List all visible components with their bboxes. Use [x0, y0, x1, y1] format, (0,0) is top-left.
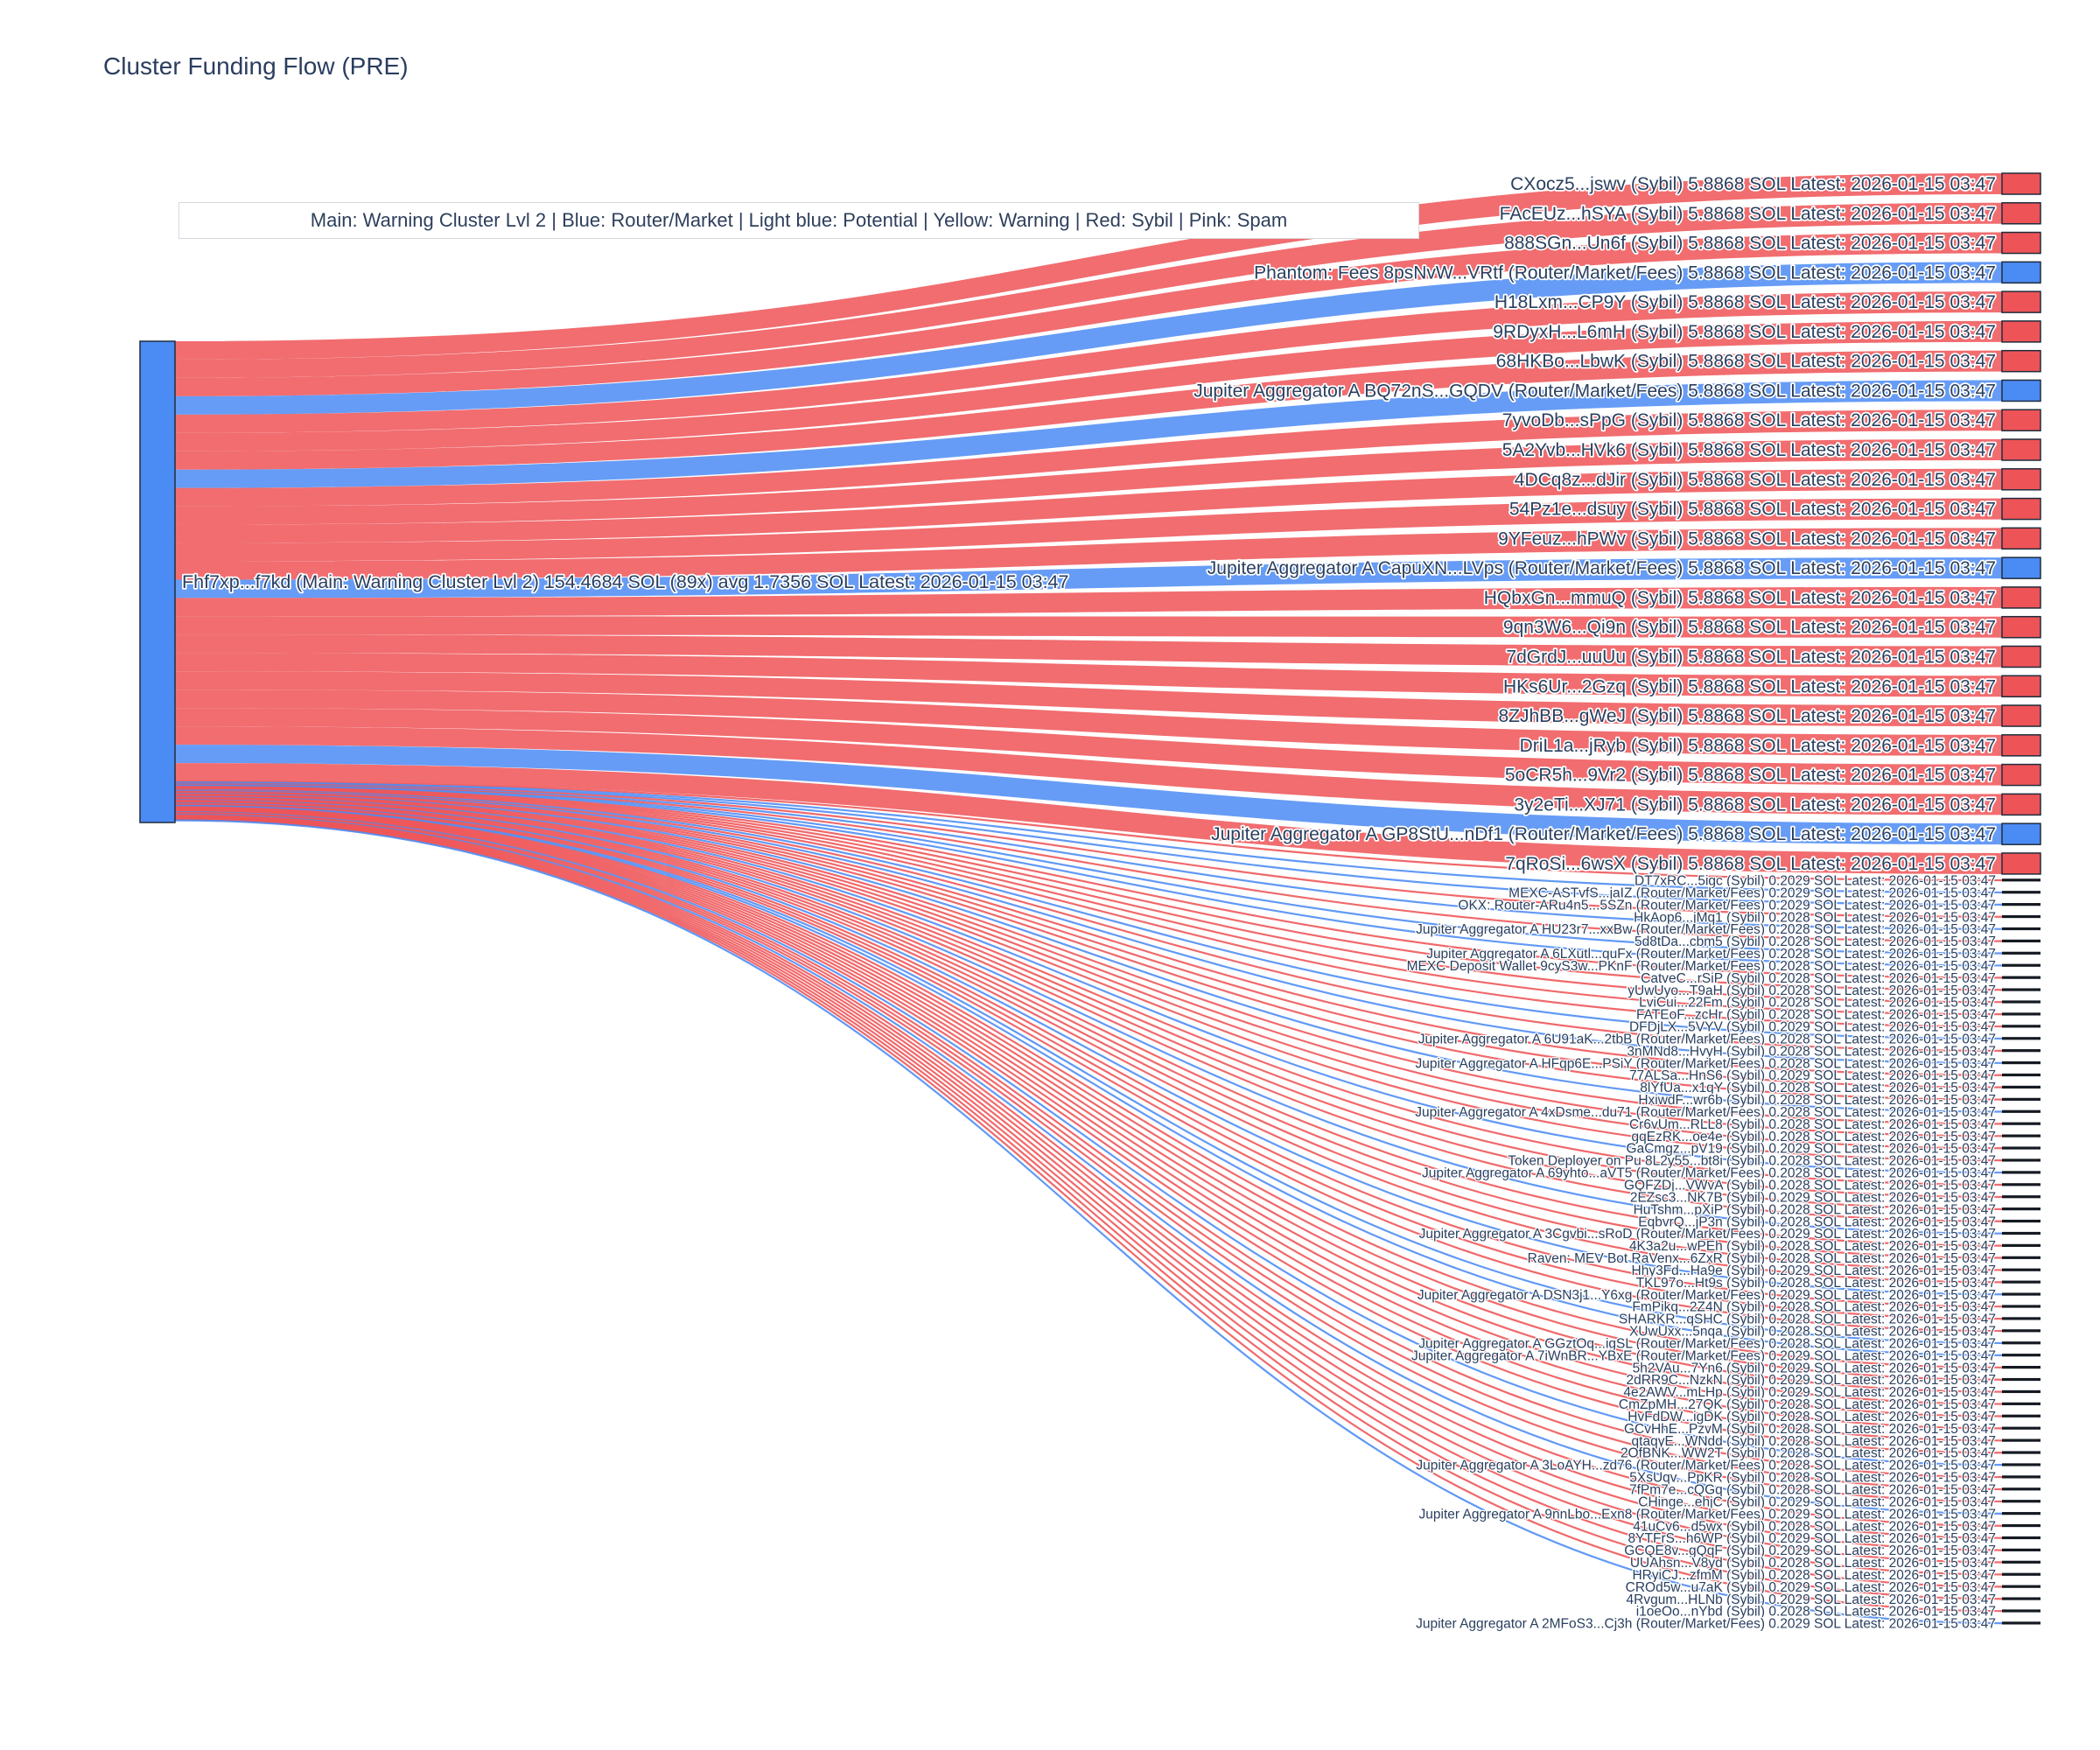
sankey-node[interactable]	[2002, 291, 2040, 312]
node-label: 77ALSa...HnS6 (Sybil) 0.2029 SOL Latest: 2026-01-15 03:47	[1628, 1068, 1996, 1084]
node-label: 8lYfUa...x1qY (Sybil) 0.2028 SOL Latest: 2026-01-15 03:47	[1640, 1081, 1996, 1096]
node-label: 68HKBo...LbwK (Sybil) 5.8868 SOL Latest: 2026-01-15 03:47	[1495, 351, 1996, 372]
node-label: Raven: MEV Bot RaVenx...6ZxR (Sybil) 0.2028 SOL Latest: 2026-01-15 03:47	[1527, 1251, 1996, 1267]
node-label: 7dGrdJ...uuUu (Sybil) 5.8868 SOL Latest: 2026-01-15 03:47	[1506, 647, 1996, 668]
sankey-node[interactable]	[2002, 1074, 2040, 1076]
node-label: HxiwdF...wr6b (Sybil) 0.2028 SOL Latest: 2026-01-15 03:47	[1638, 1093, 1996, 1109]
node-label: DriL1a...jRyb (Sybil) 5.8868 SOL Latest: 2026-01-15 03:47	[1519, 735, 1996, 756]
node-label: FAcEUz...hSYA (Sybil) 5.8868 SOL Latest: 2026-01-15 03:47	[1499, 203, 1996, 224]
sankey-node[interactable]	[2002, 1146, 2040, 1149]
node-label: DT7xRC...5igc (Sybil) 0.2029 SOL Latest: 2026-01-15 03:47	[1634, 873, 1996, 889]
node-label: Jupiter Aggregator A 3LoAYH...zd76 (Router/Market/Fees) 0.2028 SOL Latest: 2026-01-15 03:47	[1416, 1458, 1996, 1474]
sankey-node[interactable]	[2002, 617, 2040, 638]
node-label: yUwUyo...T9aH (Sybil) 0.2028 SOL Latest: 2026-01-15 03:47	[1628, 983, 1996, 998]
node-label: 7yvoDb...sPpG (Sybil) 5.8868 SOL Latest: 2026-01-15 03:47	[1502, 410, 1996, 431]
node-label: 9RDyxH...L6mH (Sybil) 5.8868 SOL Latest: 2026-01-15 03:47	[1493, 321, 1996, 342]
sankey-node[interactable]	[2002, 262, 2040, 283]
sankey-node[interactable]	[2002, 1000, 2040, 1003]
sankey-node[interactable]	[2002, 794, 2040, 815]
sankey-node[interactable]	[2002, 1597, 2040, 1600]
node-label: UUAhsn...V8yd (Sybil) 0.2028 SOL Latest: 2026-01-15 03:47	[1629, 1556, 1996, 1572]
sankey-node[interactable]	[2002, 705, 2040, 726]
node-label: GQFZDj...VWvA (Sybil) 0.2028 SOL Latest: 2026-01-15 03:47	[1623, 1178, 1996, 1194]
source-node-label: Fhf7xp...f7kd (Main: Warning Cluster Lvl 2) 154.4684 SOL (89x) avg 1.7356 SOL Latest: 2026-01-15 03:47	[182, 571, 1069, 592]
sankey-node[interactable]	[2002, 1220, 2040, 1222]
sankey-node[interactable]	[2002, 1061, 2040, 1064]
node-label: MEXC Deposit Wallet 9cyS3w...PKnF (Router/Market/Fees) 0.2028 SOL Latest: 2026-01-15 03:47	[1406, 958, 1996, 974]
sankey-node[interactable]	[2002, 1086, 2040, 1088]
sankey-node[interactable]	[2002, 1269, 2040, 1271]
sankey-node[interactable]	[2002, 439, 2040, 460]
node-label: i1oeOo...nYbd (Sybil) 0.2028 SOL Latest: 2026-01-15 03:47	[1635, 1604, 1996, 1620]
node-label: LviCui...22Fm (Sybil) 0.2028 SOL Latest: 2026-01-15 03:47	[1639, 995, 1996, 1011]
sankey-node[interactable]	[2002, 1500, 2040, 1502]
node-label: EqbvrQ...jP3n (Sybil) 0.2028 SOL Latest: 2026-01-15 03:47	[1638, 1214, 1996, 1230]
sankey-node[interactable]	[2002, 1098, 2040, 1101]
node-label: Jupiter Aggregator A 4xDsme...du71 (Router/Market/Fees) 0.2028 SOL Latest: 2026-01-15 03:47	[1415, 1104, 1996, 1120]
sankey-node[interactable]	[2002, 1354, 2040, 1356]
node-label: 54Pz1e...dsuy (Sybil) 5.8868 SOL Latest: 2026-01-15 03:47	[1508, 499, 1996, 520]
sankey-node[interactable]	[2002, 1171, 2040, 1173]
sankey-node[interactable]	[2002, 469, 2040, 490]
node-label: 4DCq8z...dJir (Sybil) 5.8868 SOL Latest: 2026-01-15 03:47	[1514, 469, 1996, 490]
sankey-node[interactable]	[2002, 1244, 2040, 1247]
node-label: GCvHhE...PzvM (Sybil) 0.2028 SOL Latest: 2026-01-15 03:47	[1623, 1421, 1996, 1437]
sankey-node[interactable]	[2002, 351, 2040, 372]
node-label: 4e2AWV...mLHp (Sybil) 0.2029 SOL Latest: 2026-01-15 03:47	[1623, 1385, 1996, 1401]
node-label: CHinge...ehjC (Sybil) 0.2029 SOL Latest: 2026-01-15 03:47	[1638, 1494, 1996, 1510]
node-label: CXocz5...jswv (Sybil) 5.8868 SOL Latest: 2026-01-15 03:47	[1510, 174, 1996, 194]
sankey-node[interactable]	[2002, 1256, 2040, 1259]
sankey-node[interactable]	[2002, 735, 2040, 756]
node-label: Token Deployer on Pu 8L2y55...bt8i (Sybil) 0.2028 SOL Latest: 2026-01-15 03:47	[1508, 1153, 1996, 1169]
node-label: Jupiter Aggregator A 6LXutl...quFx (Router/Market/Fees) 0.2028 SOL Latest: 2026-01-15 03:47	[1426, 947, 1996, 962]
sankey-node[interactable]	[2002, 1403, 2040, 1405]
node-label: HkAop6...jMq1 (Sybil) 0.2028 SOL Latest: 2026-01-15 03:47	[1634, 910, 1996, 926]
node-label: CatveC...rSiP (Sybil) 0.2028 SOL Latest: 2026-01-15 03:47	[1641, 970, 1996, 986]
legend-text: Main: Warning Cluster Lvl 2 | Blue: Router/Market | Light blue: Potential | Yellow: Warning | Red: Sybil | Pink: Spam	[310, 209, 1288, 231]
node-label: Jupiter Aggregator A 7iWnBR...YBxE (Router/Market/Fees) 0.2029 SOL Latest: 2026-01-15 03:47	[1410, 1348, 1996, 1364]
sankey-node[interactable]	[2002, 557, 2040, 578]
sankey-node[interactable]	[2002, 1609, 2040, 1612]
node-label: 888SGn...Un6f (Sybil) 5.8868 SOL Latest: 2026-01-15 03:47	[1504, 233, 1996, 254]
node-label: FATEoF...zcHr (Sybil) 0.2028 SOL Latest: 2026-01-15 03:47	[1636, 1007, 1996, 1023]
sankey-node[interactable]	[2002, 1232, 2040, 1235]
sankey-node[interactable]	[2002, 1123, 2040, 1125]
sankey-node[interactable]	[2002, 976, 2040, 979]
sankey-node[interactable]	[2002, 1135, 2040, 1138]
sankey-node[interactable]	[2002, 1158, 2040, 1161]
node-label: H18Lxm...CP9Y (Sybil) 5.8868 SOL Latest: 2026-01-15 03:47	[1494, 292, 1996, 313]
sankey-node[interactable]	[2002, 1524, 2040, 1527]
node-label: TKL97o...Ht9s (Sybil) 0.2028 SOL Latest: 2026-01-15 03:47	[1635, 1275, 1996, 1291]
node-label: Jupiter Aggregator A BQ72nS...GQDV (Router/Market/Fees) 5.8868 SOL Latest: 2026-01-15 03:47	[1194, 381, 1996, 402]
sankey-node[interactable]	[2002, 1427, 2040, 1430]
node-label: CmZpMH...27QK (Sybil) 0.2028 SOL Latest: 2026-01-15 03:47	[1618, 1397, 1996, 1413]
sankey-node[interactable]	[2002, 1012, 2040, 1015]
sankey-node[interactable]	[2002, 1378, 2040, 1381]
node-label: MEXC-ASTvfS...jaIZ (Router/Market/Fees) 0.2029 SOL Latest: 2026-01-15 03:47	[1508, 886, 1996, 901]
node-label: 2EZsc3...NK7B (Sybil) 0.2029 SOL Latest: 2026-01-15 03:47	[1629, 1190, 1996, 1206]
sankey-node[interactable]	[2002, 1281, 2040, 1284]
node-label: CROd5w...u7aK (Sybil) 0.2029 SOL Latest: 2026-01-15 03:47	[1625, 1579, 1996, 1595]
node-label: 4K3a2u...wPEh (Sybil) 0.2028 SOL Latest: 2026-01-15 03:47	[1628, 1239, 1996, 1255]
sankey-node[interactable]	[2002, 1390, 2040, 1393]
sankey-node[interactable]	[2002, 1195, 2040, 1198]
node-label: Jupiter Aggregator A HU23r7...xxBw (Router/Market/Fees) 0.2028 SOL Latest: 2026-01-15 03:47	[1416, 922, 1996, 938]
sankey-node[interactable]	[2002, 1512, 2040, 1515]
legend-annotation	[178, 202, 1419, 239]
sankey-node[interactable]	[2002, 1475, 2040, 1478]
sankey-node[interactable]	[2002, 1025, 2040, 1027]
sankey-node[interactable]	[2002, 1341, 2040, 1344]
node-label: 5A2Yvb...HVk6 (Sybil) 5.8868 SOL Latest: 2026-01-15 03:47	[1502, 440, 1996, 461]
sankey-node[interactable]	[2002, 903, 2040, 906]
sankey-node[interactable]	[2002, 1208, 2040, 1210]
sankey-node[interactable]	[2002, 1415, 2040, 1418]
sankey-node[interactable]	[2002, 203, 2040, 224]
sankey-node[interactable]	[2002, 1110, 2040, 1113]
sankey-node[interactable]	[2002, 891, 2040, 893]
node-label: 8YTFrS...h6WP (Sybil) 0.2029 SOL Latest: 2026-01-15 03:47	[1628, 1531, 1996, 1547]
node-label: HvFdDW...igDK (Sybil) 0.2028 SOL Latest: 2026-01-15 03:47	[1628, 1409, 1996, 1424]
sankey-node[interactable]	[2002, 915, 2040, 918]
sankey-node[interactable]	[2002, 646, 2040, 667]
node-label: Jupiter Aggregator A 2MFoS3...Cj3h (Router/Market/Fees) 0.2029 SOL Latest: 2026-01-15 03:47	[1416, 1616, 1996, 1632]
node-label: OKX: Router-ARu4n5...5SZn (Router/Market/Fees) 0.2029 SOL Latest: 2026-01-15 03:47	[1458, 898, 1996, 914]
node-label: 2dRR9C...NzkN (Sybil) 0.2029 SOL Latest: 2026-01-15 03:47	[1626, 1373, 1996, 1389]
sankey-node[interactable]	[2002, 988, 2040, 990]
sankey-node[interactable]	[2002, 1439, 2040, 1442]
sankey-node[interactable]	[2002, 1305, 2040, 1307]
node-label: HKs6Ur...2Gzq (Sybil) 5.8868 SOL Latest: 2026-01-15 03:47	[1502, 676, 1996, 697]
sankey-node[interactable]	[2002, 173, 2040, 194]
node-label: Jupiter Aggregator A DSN3j1...Y6xg (Router/Market/Fees) 0.2029 SOL Latest: 2026-01-15 03:47	[1417, 1287, 1996, 1303]
node-label: Jupiter Aggregator A 69yhto...aVT5 (Router/Market/Fees) 0.2028 SOL Latest: 2026-01-15 03:47	[1422, 1166, 1996, 1181]
sankey-node[interactable]	[2002, 1037, 2040, 1040]
sankey-node[interactable]	[2002, 765, 2040, 786]
node-label: 4Rvgum...HLNb (Sybil) 0.2029 SOL Latest: 2026-01-15 03:47	[1626, 1592, 1996, 1607]
node-label: Jupiter Aggregator A 3Cgvbi...sRoD (Router/Market/Fees) 0.2029 SOL Latest: 2026-01-15 03:47	[1418, 1227, 1996, 1242]
node-label: 5h2VAu...7Yn6 (Sybil) 0.2029 SOL Latest: 2026-01-15 03:47	[1632, 1361, 1996, 1376]
node-label: Cr6vUm...RLL8 (Sybil) 0.2028 SOL Latest: 2026-01-15 03:47	[1628, 1116, 1996, 1132]
node-label: qtaqyE...WNdd (Sybil) 0.2028 SOL Latest: 2026-01-15 03:47	[1631, 1433, 1996, 1449]
sankey-node[interactable]	[2002, 952, 2040, 955]
node-label: XUwUxx...5nqa (Sybil) 0.2028 SOL Latest: 2026-01-15 03:47	[1628, 1324, 1996, 1340]
node-label: 41uCv6...d5wx (Sybil) 0.2028 SOL Latest: 2026-01-15 03:47	[1633, 1519, 1996, 1535]
node-label: Phantom: Fees 8psNvW...VRtf (Router/Market/Fees) 5.8868 SOL Latest: 2026-01-15 03:47	[1254, 262, 1996, 284]
node-label: 8ZJhBB...gWeJ (Sybil) 5.8868 SOL Latest: 2026-01-15 03:47	[1498, 706, 1996, 727]
sankey-node[interactable]	[2002, 964, 2040, 967]
sankey-node[interactable]	[2002, 380, 2040, 401]
node-label: HQbxGn...mmuQ (Sybil) 5.8868 SOL Latest: 2026-01-15 03:47	[1483, 587, 1996, 608]
node-label: GaCmgz...pV19 (Sybil) 0.2029 SOL Latest: 2026-01-15 03:47	[1626, 1141, 1996, 1157]
node-label: FmPikq...2Z4N (Sybil) 0.2028 SOL Latest: 2026-01-15 03:47	[1632, 1299, 1996, 1315]
sankey-node[interactable]	[2002, 1561, 2040, 1564]
node-label: Jupiter Aggregator A 6U91aK...2tbB (Router/Market/Fees) 0.2028 SOL Latest: 2026-01-15 03:47	[1418, 1032, 1996, 1047]
sankey-node[interactable]	[2002, 1463, 2040, 1466]
node-label: 5oCR5h...9Vr2 (Sybil) 5.8868 SOL Latest: 2026-01-15 03:47	[1504, 765, 1996, 786]
node-label: Jupiter Aggregator A HFqp6E...PSiY (Router/Market/Fees) 0.2028 SOL Latest: 2026-01-15 03:47	[1415, 1056, 1996, 1072]
node-label: Jupiter Aggregator A GGztOq...igSL (Router/Market/Fees) 0.2028 SOL Latest: 2026-01-15 03:47	[1418, 1336, 1996, 1352]
node-label: 5d8tDa...cbm5 (Sybil) 0.2028 SOL Latest: 2026-01-15 03:47	[1634, 934, 1996, 950]
sankey-node[interactable]	[2002, 233, 2040, 254]
sankey-node[interactable]	[2002, 1329, 2040, 1332]
sankey-node[interactable]	[2002, 1317, 2040, 1320]
node-label: Jupiter Aggregator A 9nnLbo...Exn8 (Router/Market/Fees) 0.2029 SOL Latest: 2026-01-15 03:47	[1418, 1507, 1996, 1522]
sankey-node[interactable]	[2002, 853, 2040, 874]
node-label: 7qRoSi...6wsX (Sybil) 5.8868 SOL Latest: 2026-01-15 03:47	[1505, 853, 1996, 874]
sankey-node[interactable]	[2002, 410, 2040, 430]
node-label: 3y2eTi...XJ71 (Sybil) 5.8868 SOL Latest: 2026-01-15 03:47	[1514, 794, 1996, 816]
sankey-node[interactable]	[2002, 676, 2040, 696]
sankey-node[interactable]	[2002, 1366, 2040, 1368]
node-label: 5XsUqv...PpKR (Sybil) 0.2028 SOL Latest: 2026-01-15 03:47	[1629, 1470, 1996, 1486]
sankey-node-source[interactable]	[140, 341, 175, 822]
sankey-node[interactable]	[2002, 1292, 2040, 1295]
node-label: 9qn3W6...Qi9n (Sybil) 5.8868 SOL Latest: 2026-01-15 03:47	[1502, 617, 1996, 638]
node-label: GCQE8v...gQqF (Sybil) 0.2029 SOL Latest: 2026-01-15 03:47	[1624, 1544, 1996, 1559]
node-label: HRyiCJ...zfmM (Sybil) 0.2028 SOL Latest: 2026-01-15 03:47	[1632, 1567, 1996, 1583]
node-label: gqEzRK...oe4e (Sybil) 0.2028 SOL Latest: 2026-01-15 03:47	[1631, 1129, 1996, 1144]
sankey-node[interactable]	[2002, 1183, 2040, 1186]
node-label: 3nMNd8...HvyH (Sybil) 0.2028 SOL Latest: 2026-01-15 03:47	[1627, 1044, 1996, 1060]
sankey-node[interactable]	[2002, 1049, 2040, 1052]
sankey-node[interactable]	[2002, 1549, 2040, 1551]
node-label: SHARKR...qSHC (Sybil) 0.2028 SOL Latest: 2026-01-15 03:47	[1618, 1312, 1996, 1327]
sankey-node[interactable]	[2002, 1586, 2040, 1588]
sankey-node[interactable]	[2002, 1451, 2040, 1453]
sankey-node[interactable]	[2002, 928, 2040, 930]
chart-title: Cluster Funding Flow (PRE)	[103, 52, 409, 80]
sankey-node[interactable]	[2002, 878, 2040, 881]
sankey-node[interactable]	[2002, 528, 2040, 549]
node-label: DFDjLX...5VYV (Sybil) 0.2029 SOL Latest: 2026-01-15 03:47	[1628, 1019, 1996, 1035]
sankey-node[interactable]	[2002, 1621, 2040, 1624]
sankey-node[interactable]	[2002, 587, 2040, 608]
node-label: Jupiter Aggregator A GP8StU...nDf1 (Router/Market/Fees) 5.8868 SOL Latest: 2026-01-15 03:47	[1211, 824, 1996, 845]
node-label: Hhy3Fd...Ha9e (Sybil) 0.2029 SOL Latest: 2026-01-15 03:47	[1631, 1263, 1996, 1278]
sankey-node[interactable]	[2002, 1488, 2040, 1490]
sankey-node[interactable]	[2002, 940, 2040, 942]
node-label: 9YFeuz...hPWv (Sybil) 5.8868 SOL Latest: 2026-01-15 03:47	[1498, 528, 1996, 550]
node-label: 2OfBNK...WW2T (Sybil) 0.2028 SOL Latest: 2026-01-15 03:47	[1620, 1446, 1996, 1461]
sankey-node[interactable]	[2002, 1573, 2040, 1576]
sankey-node[interactable]	[2002, 1536, 2040, 1539]
sankey-node[interactable]	[2002, 823, 2040, 844]
node-label: Jupiter Aggregator A CapuXN...LVps (Router/Market/Fees) 5.8868 SOL Latest: 2026-01-15 03:47	[1207, 558, 1996, 579]
sankey-node[interactable]	[2002, 499, 2040, 520]
sankey-node[interactable]	[2002, 321, 2040, 342]
node-label: 7fPm7e...cQGq (Sybil) 0.2028 SOL Latest: 2026-01-15 03:47	[1628, 1482, 1996, 1498]
node-label: HuTshm...pXiP (Sybil) 0.2028 SOL Latest: 2026-01-15 03:47	[1633, 1202, 1996, 1218]
